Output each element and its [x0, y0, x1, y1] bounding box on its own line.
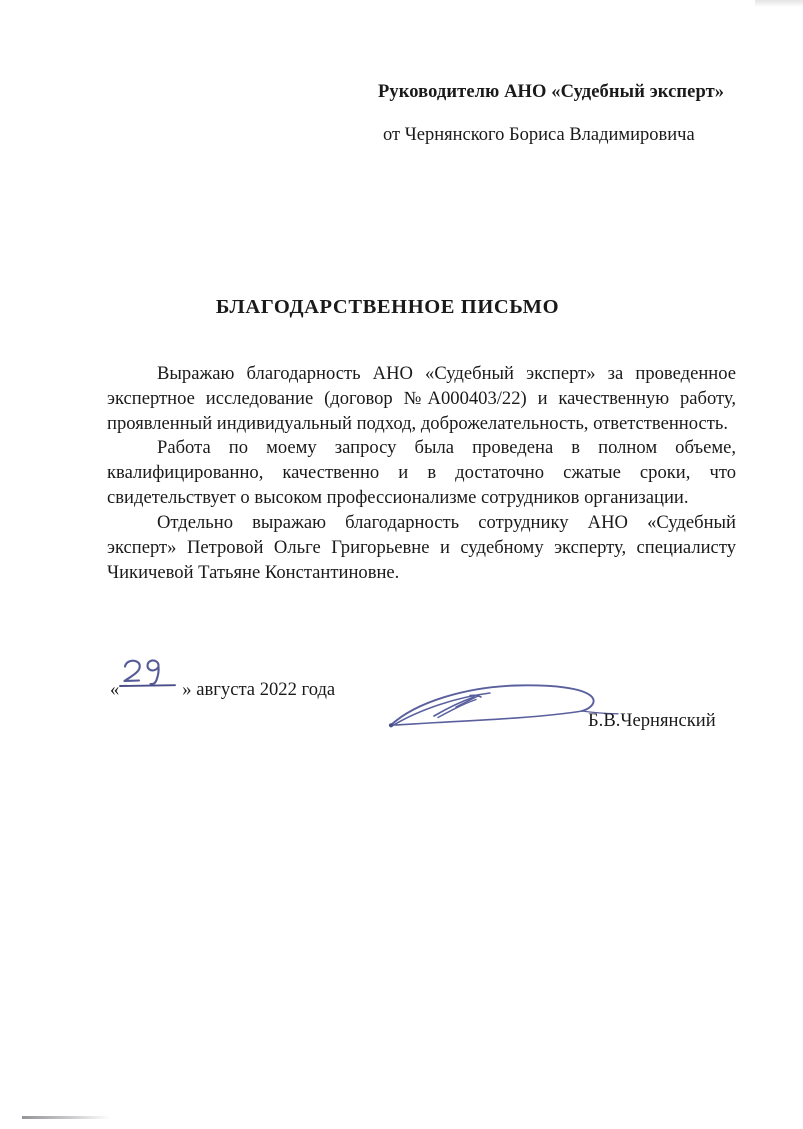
- date-quote-open: «: [110, 678, 120, 700]
- body-paragraph-2: Работа по моему запросу была проведена в полном объеме, квалифицированно, качественно и в достаточно сжатые сроки, что свидетельствует о высоком профессионализме сотрудников организации.: [107, 437, 736, 509]
- body-paragraph-1: Выражаю благодарность АНО «Судебный эксперт» за проведенное экспертное исследование (договор №А000403/22) и качественную работу, проявленный индивидуальный подход, доброжелательность, ответственность.: [107, 363, 736, 434]
- document-body: [107, 362, 736, 585]
- addressee-sender: от Чернянского Бориса Владимировича: [383, 125, 695, 146]
- date-day-slot: [119, 676, 181, 695]
- signature-start-point: [389, 723, 393, 727]
- scan-shadow-top-right: [755, 0, 803, 7]
- signer-name: Б.В.Чернянский: [588, 710, 716, 731]
- document-title: БЛАГОДАРСТВЕННОЕ ПИСЬМО: [215, 296, 560, 318]
- date-month-year: » августа 2022 года: [182, 678, 336, 700]
- addressee-recipient: Руководителю АНО «Судебный эксперт»: [378, 82, 725, 102]
- addressee-block: [378, 80, 743, 147]
- handwritten-day-29: [117, 657, 183, 689]
- date-line: [110, 676, 335, 701]
- signature-block: [386, 684, 726, 740]
- scan-artifact-streak: [22, 1116, 110, 1119]
- body-paragraph-3: Отдельно выражаю благодарность сотруднику АНО «Судебный эксперт» Петровой Ольге Григорьевне и судебному эксперту, специалисту Чикичевой Татьяне Константиновне.: [107, 511, 736, 583]
